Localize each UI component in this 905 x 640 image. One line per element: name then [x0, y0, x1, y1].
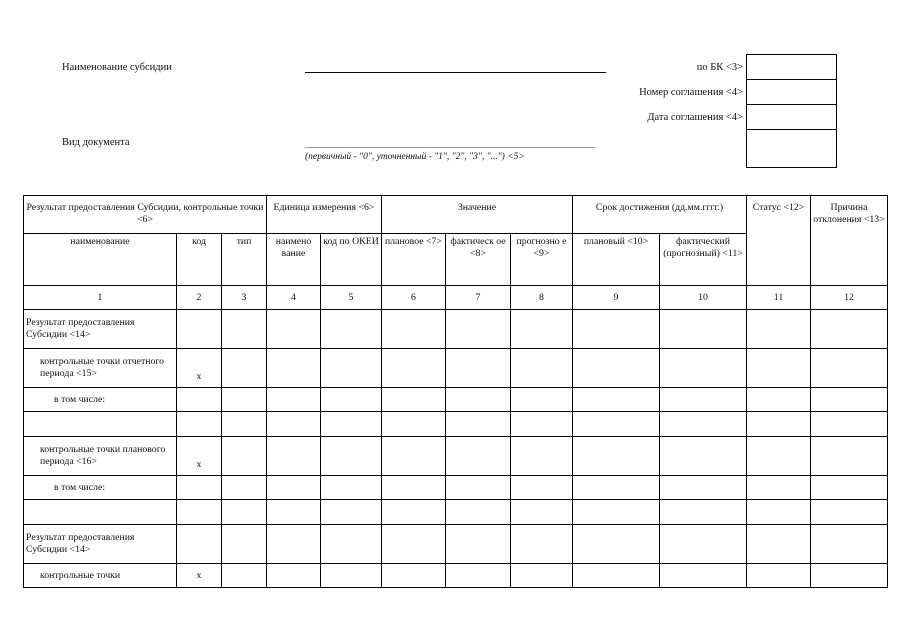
col-number: 6 — [382, 286, 446, 310]
table-cell[interactable] — [382, 412, 446, 437]
table-cell[interactable] — [177, 476, 222, 500]
table-cell[interactable] — [747, 525, 811, 564]
doc-type-label: Вид документа — [62, 137, 130, 148]
table-cell[interactable] — [321, 437, 382, 476]
table-cell[interactable] — [177, 525, 222, 564]
table-row — [24, 349, 888, 388]
header-status: Статус <12> — [747, 196, 811, 286]
table-cell[interactable] — [222, 437, 267, 476]
header-name: наименование — [24, 234, 177, 286]
table-row — [24, 564, 888, 588]
table-cell[interactable] — [222, 388, 267, 412]
table-cell[interactable] — [382, 349, 446, 388]
table-cell[interactable] — [267, 349, 321, 388]
col-number: 12 — [811, 286, 888, 310]
table-cell[interactable] — [177, 412, 222, 437]
col-number: 8 — [511, 286, 573, 310]
table-cell[interactable] — [573, 310, 660, 349]
col-number: 3 — [222, 286, 267, 310]
header-code: код — [177, 234, 222, 286]
doc-type-line — [305, 147, 595, 148]
header-unit: Единица измерения <6> — [267, 196, 382, 234]
table-cell[interactable] — [511, 388, 573, 412]
table-cell[interactable] — [747, 476, 811, 500]
table-cell[interactable] — [382, 310, 446, 349]
table-cell[interactable] — [660, 310, 747, 349]
header-actual-date: фактический (прогнозный) <11> — [660, 234, 747, 286]
table-cell[interactable] — [222, 412, 267, 437]
column-number-row — [24, 286, 888, 310]
table-cell[interactable] — [747, 310, 811, 349]
header-deadline: Срок достижения (дд.мм.гггг.) — [573, 196, 747, 234]
bk-label: по БК <3> — [696, 62, 743, 73]
table-cell[interactable] — [811, 412, 888, 437]
agreement-date-label: Дата соглашения <4> — [647, 112, 743, 123]
table-cell[interactable] — [811, 500, 888, 525]
table-cell[interactable] — [267, 476, 321, 500]
header-result: Результат предоставления Субсидии, контрольные точки <6> — [24, 196, 267, 234]
row-label: Результат предоставления Субсидии <14> — [24, 310, 177, 349]
table-cell[interactable] — [222, 525, 267, 564]
table-cell[interactable] — [811, 525, 888, 564]
results-table — [23, 195, 888, 588]
table-cell[interactable] — [573, 525, 660, 564]
doc-type-field[interactable] — [747, 130, 836, 167]
col-number: 7 — [446, 286, 511, 310]
table-cell[interactable] — [382, 437, 446, 476]
table-cell[interactable] — [321, 412, 382, 437]
table-cell[interactable] — [511, 564, 573, 588]
table-cell[interactable] — [660, 476, 747, 500]
table-cell[interactable] — [747, 437, 811, 476]
table-cell[interactable] — [321, 525, 382, 564]
table-cell[interactable] — [382, 388, 446, 412]
header-okei-code: код по ОКЕИ — [321, 234, 382, 286]
table-cell[interactable] — [267, 500, 321, 525]
table-cell[interactable] — [660, 564, 747, 588]
doc-type-hint: (первичный - "0", уточненный - "1", "2", "3", "...") <5> — [305, 152, 525, 162]
row-label: в том числе: — [24, 476, 177, 500]
table-cell[interactable] — [446, 564, 511, 588]
agreement-date-field[interactable] — [747, 105, 836, 130]
table-cell[interactable] — [573, 476, 660, 500]
table-row — [24, 476, 888, 500]
table-cell[interactable] — [446, 525, 511, 564]
table-cell[interactable] — [321, 564, 382, 588]
table-cell[interactable] — [660, 388, 747, 412]
table-cell[interactable] — [222, 564, 267, 588]
col-number: 9 — [573, 286, 660, 310]
table-cell[interactable] — [811, 310, 888, 349]
col-number: 4 — [267, 286, 321, 310]
table-cell[interactable] — [446, 388, 511, 412]
table-cell[interactable] — [511, 525, 573, 564]
table-cell[interactable] — [222, 476, 267, 500]
table-row — [24, 525, 888, 564]
table-row — [24, 500, 888, 525]
table-cell[interactable] — [267, 525, 321, 564]
header-forecast-value: прогнозно е <9> — [511, 234, 573, 286]
row-label: контрольные точки планового периода <16> — [24, 437, 177, 476]
table-cell[interactable] — [573, 388, 660, 412]
table-cell[interactable] — [811, 388, 888, 412]
table-cell[interactable] — [511, 476, 573, 500]
col-number: 10 — [660, 286, 747, 310]
row-label: контрольные точки — [24, 564, 177, 588]
subsidy-name-line — [305, 72, 606, 73]
table-cell[interactable] — [573, 500, 660, 525]
code-cell: x — [177, 349, 222, 388]
table-cell[interactable] — [446, 476, 511, 500]
table-cell[interactable] — [446, 437, 511, 476]
header-type: тип — [222, 234, 267, 286]
table-cell[interactable] — [321, 476, 382, 500]
table-cell[interactable] — [321, 349, 382, 388]
table-cell[interactable] — [660, 500, 747, 525]
table-row — [24, 388, 888, 412]
table-cell[interactable] — [24, 500, 177, 525]
table-cell[interactable] — [573, 349, 660, 388]
table-cell[interactable] — [446, 412, 511, 437]
table-cell[interactable] — [382, 476, 446, 500]
table-cell[interactable] — [446, 310, 511, 349]
header-planned-date: плановый <10> — [573, 234, 660, 286]
table-cell[interactable] — [382, 525, 446, 564]
table-cell[interactable] — [747, 564, 811, 588]
table-cell[interactable] — [747, 349, 811, 388]
table-cell[interactable] — [177, 500, 222, 525]
table-cell[interactable] — [267, 437, 321, 476]
table-cell[interactable] — [382, 564, 446, 588]
code-cell: x — [177, 437, 222, 476]
table-cell[interactable] — [511, 437, 573, 476]
table-cell[interactable] — [222, 349, 267, 388]
table-cell[interactable] — [321, 388, 382, 412]
header-reason: Причина отклонения <13> — [811, 196, 888, 286]
table-cell[interactable] — [660, 437, 747, 476]
table-cell[interactable] — [811, 476, 888, 500]
table-cell[interactable] — [511, 349, 573, 388]
table-cell[interactable] — [660, 525, 747, 564]
col-number: 5 — [321, 286, 382, 310]
table-cell[interactable] — [267, 412, 321, 437]
table-cell[interactable] — [267, 564, 321, 588]
table-cell[interactable] — [511, 310, 573, 349]
table-cell[interactable] — [573, 564, 660, 588]
agreement-number-label: Номер соглашения <4> — [639, 87, 743, 98]
table-cell[interactable] — [382, 500, 446, 525]
col-number: 2 — [177, 286, 222, 310]
codes-box — [746, 54, 837, 168]
table-cell[interactable] — [811, 437, 888, 476]
table-cell[interactable] — [177, 310, 222, 349]
group-header-row — [24, 196, 888, 234]
table-cell[interactable] — [446, 500, 511, 525]
table-cell[interactable] — [222, 500, 267, 525]
table-cell[interactable] — [177, 388, 222, 412]
subsidy-name-label: Наименование субсидии — [62, 62, 172, 73]
table-row — [24, 437, 888, 476]
table-cell[interactable] — [511, 500, 573, 525]
header-unit-name: наимено вание — [267, 234, 321, 286]
table-cell[interactable] — [573, 412, 660, 437]
col-number: 1 — [24, 286, 177, 310]
table-cell[interactable] — [747, 412, 811, 437]
agreement-number-field[interactable] — [747, 80, 836, 105]
row-label: в том числе: — [24, 388, 177, 412]
table-cell[interactable] — [511, 412, 573, 437]
table-cell[interactable] — [747, 500, 811, 525]
header-value: Значение — [382, 196, 573, 234]
header-actual-value: фактическ ое <8> — [446, 234, 511, 286]
table-cell[interactable] — [24, 412, 177, 437]
table-cell[interactable] — [811, 349, 888, 388]
table-cell[interactable] — [222, 310, 267, 349]
table-cell[interactable] — [747, 388, 811, 412]
table-cell[interactable] — [660, 349, 747, 388]
row-label: Результат предоставления Субсидии <14> — [24, 525, 177, 564]
col-number: 11 — [747, 286, 811, 310]
table-cell[interactable] — [573, 437, 660, 476]
table-cell[interactable] — [267, 388, 321, 412]
table-cell[interactable] — [660, 412, 747, 437]
header-planned-value: плановое <7> — [382, 234, 446, 286]
table-cell[interactable] — [321, 310, 382, 349]
table-row — [24, 310, 888, 349]
bk-code-field[interactable] — [747, 55, 836, 80]
code-cell: x — [177, 564, 222, 588]
table-cell[interactable] — [446, 349, 511, 388]
table-cell[interactable] — [267, 310, 321, 349]
table-cell[interactable] — [811, 564, 888, 588]
table-row — [24, 412, 888, 437]
table-cell[interactable] — [321, 500, 382, 525]
row-label: контрольные точки отчетного периода <15> — [24, 349, 177, 388]
